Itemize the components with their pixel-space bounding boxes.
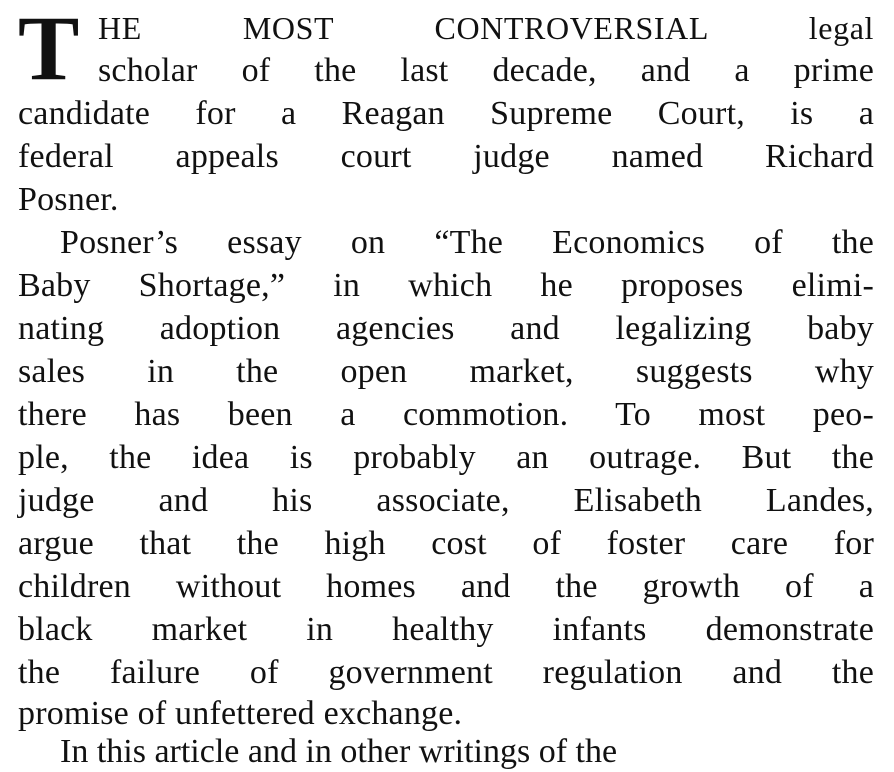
text-line: Posner’s essay on “The Economics of the	[60, 224, 874, 261]
text-line: scholar of the last decade, and a prime	[98, 52, 874, 89]
text-line: ple, the idea is probably an outrage. But the	[18, 439, 874, 476]
text-line: federal appeals court judge named Richard	[18, 138, 874, 175]
text-line: children without homes and the growth of a	[18, 568, 874, 605]
text-line: sales in the open market, suggests why	[18, 353, 874, 390]
drop-cap: T	[18, 0, 80, 99]
cutoff-text-line: In this article and in other writings of the	[60, 733, 618, 770]
text-line: argue that the high cost of foster care for	[18, 525, 874, 562]
text-line: the failure of government regulation and the	[18, 654, 874, 691]
text-line: there has been a commotion. To most peo-	[18, 396, 874, 433]
text-line: candidate for a Reagan Supreme Court, is a	[18, 95, 874, 132]
text-line: promise of unfettered exchange.	[18, 695, 463, 732]
text-line: Baby Shortage,” in which he proposes elimi-	[18, 267, 874, 304]
text-line: HE MOST CONTROVERSIAL legal	[98, 10, 874, 46]
text-line: Posner.	[18, 181, 119, 218]
text-line: black market in healthy infants demonstrate	[18, 611, 874, 648]
text-line: judge and his associate, Elisabeth Landes,	[18, 482, 874, 519]
text-line: nating adoption agencies and legalizing baby	[18, 310, 874, 347]
